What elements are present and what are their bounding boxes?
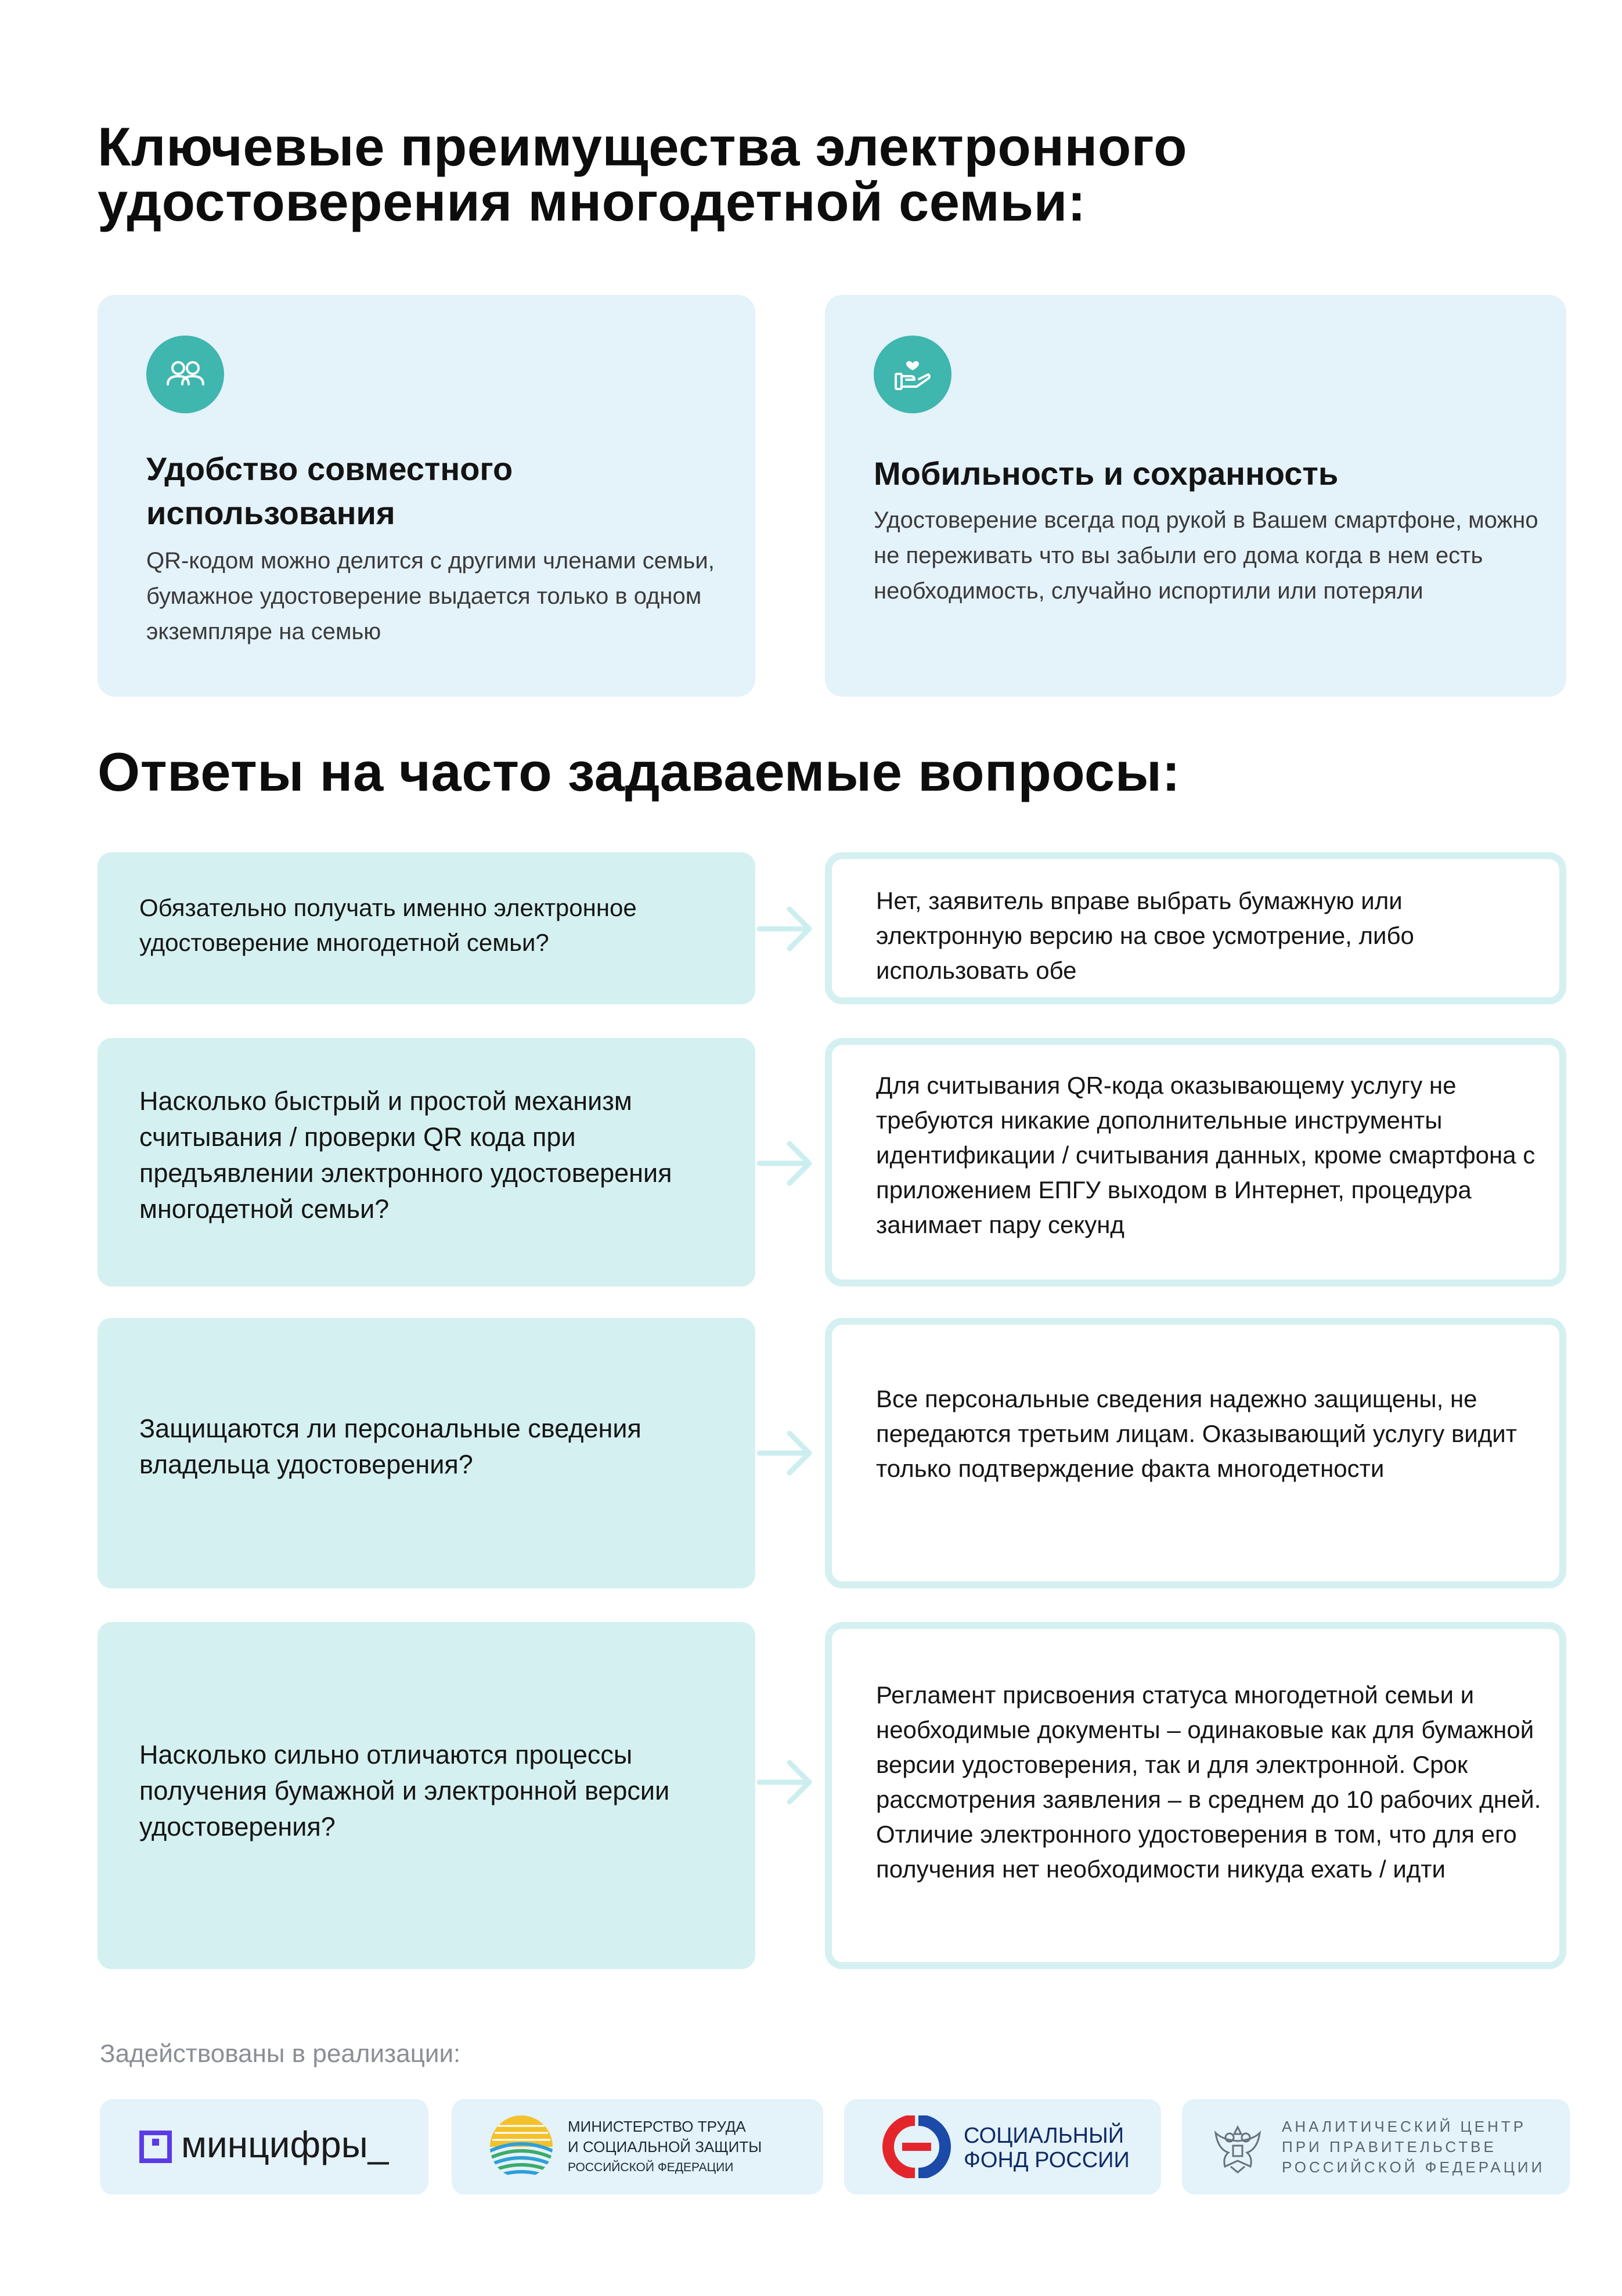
mintrud-line1: МИНИСТЕРСТВО ТРУДА: [568, 2118, 746, 2135]
mintrud-logo-icon: [486, 2112, 556, 2182]
advantage-text: Удостоверение всегда под рукой в Вашем смартфоне, можно не переживать что вы забыли его дома когда в нем есть необходимость, случайно испортили или потеряли: [874, 507, 1538, 604]
people-icon: [146, 336, 224, 413]
logo-mintrud: [452, 2099, 823, 2194]
ac-line3: РОССИЙСКОЙ ФЕДЕРАЦИИ: [1282, 2158, 1545, 2176]
faq-question-card: [98, 1038, 755, 1286]
sfr-logo-text: [964, 2124, 1149, 2172]
partners-label: Задействованы в реализации:: [100, 2039, 461, 2068]
sfr-line1: СОЦИАЛЬНЫЙ: [964, 2124, 1124, 2148]
mintrud-line3: РОССИЙСКОЙ ФЕДЕРАЦИИ: [568, 2161, 734, 2174]
faq-question-card: [98, 852, 755, 1004]
faq-answer-card: [825, 1038, 1566, 1286]
advantage-title: Мобильность и сохранность: [874, 455, 1339, 492]
faq-question-text: Насколько сильно отличаются процессы получения бумажной и электронной версии удостоверения?: [139, 1740, 670, 1841]
faq-answer-card: [825, 852, 1566, 1004]
mincifry-logo-icon: [139, 2131, 172, 2163]
page-title: Ключевые преимущества электронного удостоверения многодетной семьи:: [98, 116, 1188, 232]
faq-question-text: Обязательно получать именно электронное удостоверение многодетной семьи?: [139, 894, 637, 956]
advantage-text: QR-кодом можно делится с другими членами семьи, бумажное удостоверение выдается только в одном экземпляре на семью: [146, 548, 715, 644]
sfr-logo-icon: [879, 2115, 954, 2178]
advantage-card-mobility: [825, 295, 1566, 697]
mintrud-logo-text: [568, 2117, 812, 2178]
faq-question-card: [98, 1622, 755, 1969]
analytical-center-text: [1282, 2117, 1560, 2178]
sfr-line2: ФОНД РОССИИ: [964, 2148, 1130, 2172]
arrow-right-icon: [755, 1424, 819, 1482]
advantage-title: Удобство совместного использования: [146, 450, 513, 531]
coat-of-arms-icon: [1205, 2114, 1270, 2179]
mincifry-logo-text: минцифры_: [181, 2124, 389, 2165]
faq-answer-text: Регламент присвоения статуса многодетной семьи и необходимые документы – одинаковые как для бумажной версии удостоверения, так и для электронной. Срок рассмотрения заявления – в среднем до 10 рабочих дней. Отличие электронного удостоверения в том, что для его получения нет необходимости никуда ехать / идти: [876, 1681, 1541, 1883]
logo-mincifry: [100, 2099, 428, 2194]
faq-question-text: Насколько быстрый и простой механизм считывания / проверки QR кода при предъявлении электронного удостоверения многодетной семьи?: [139, 1086, 672, 1224]
ac-line2: ПРИ ПРАВИТЕЛЬСТВЕ: [1282, 2138, 1497, 2156]
faq-question-text: Защищаются ли персональные сведения владельца удостоверения?: [139, 1414, 641, 1479]
mintrud-line2: И СОЦИАЛЬНОЙ ЗАЩИТЫ: [568, 2138, 762, 2156]
faq-answer-text: Нет, заявитель вправе выбрать бумажную или электронную версию на свое усмотрение, либо использовать обе: [876, 887, 1414, 984]
logo-sfr: [844, 2099, 1161, 2194]
faq-answer-card: [825, 1622, 1566, 1969]
advantage-card-sharing: [98, 295, 755, 697]
faq-answer-text: Для считывания QR-кода оказывающему услугу не требуются никакие дополнительные инструменты идентификации / считывания данных, кроме смартфона с приложением ЕПГУ выходом в Интернет, процедура занимает пару секунд: [876, 1072, 1536, 1238]
faq-question-card: [98, 1318, 755, 1588]
arrow-right-icon: [755, 1753, 819, 1811]
faq-answer-text: Все персональные сведения надежно защищены, не передаются третьим лицам. Оказывающий услугу видит только подтверждение факта многодетности: [876, 1385, 1517, 1482]
logo-analytical-center: [1182, 2099, 1570, 2194]
arrow-right-icon: [755, 1134, 819, 1192]
hand-heart-icon: [874, 336, 951, 413]
faq-title: Ответы на часто задаваемые вопросы:: [98, 741, 1181, 802]
faq-answer-card: [825, 1318, 1566, 1588]
arrow-right-icon: [755, 900, 819, 958]
ac-line1: АНАЛИТИЧЕСКИЙ ЦЕНТР: [1282, 2118, 1527, 2135]
